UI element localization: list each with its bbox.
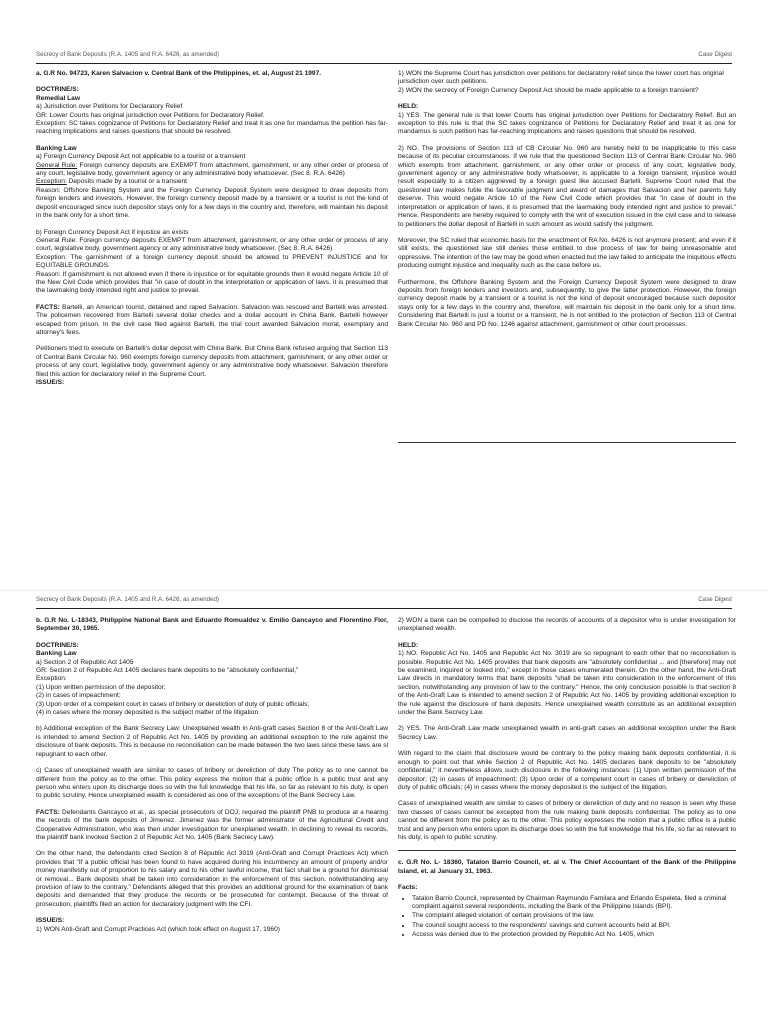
banking-b-line: General Rule: Foreign currency deposits EXEMPT from attachment, garnishment, or any other order or process of any court, legislative body, government agency or any administrative body whatsoever. (Sec 8. R.A. 6426): [36, 236, 388, 253]
section-divider: [398, 442, 736, 443]
left-column: [36, 617, 388, 934]
header-left: Secrecy of Bank Deposits (R.A. 1405 and R.A. 6426, as amended): [36, 51, 219, 58]
banking-b-line: Exception: The garnishment of a foreign currency deposit should be allowed to PREVENT INJUSTICE and for EQUITABLE GROUNDS.: [36, 253, 388, 270]
doctrine-line: (4) in cases where the money deposited is the subject matter of the litigation.: [36, 709, 260, 717]
held-paragraph: With regard to the claim that disclosure would be contrary to the policy making bank deposits confidential, it is enough to point out that while Section 2 of Republic Act No. 1405 declares bank deposits to be "absolutely confidential," it nevertheless allows such disclosure in the following instances: (1) Upon written permission of the depositor; (2) in cases of impeachment; (3) Upon order of a competent court in cases of bribery or dereliction of duty of public officials; (4) in cases where the money deposited is the subject of the litigation.: [398, 750, 736, 791]
doctrine-paragraph-b: b) Additional exception of the Bank Secrecy Law: Unexplained wealth in Anti-graft cases Section 8 of the Anti-Graft Law is intended to amend Section 2 of Republic Act No. 1405 by providing an additional exception to the rule against the disclosure of bank deposits. This is because no reconciliation can be made between the two laws since these laws are sl repugnant to each other.: [36, 725, 388, 758]
banking-block-a: [36, 145, 388, 221]
facts-text: Bartelli, an American tourist, detained and raped Salvacion. Salvacion was rescued and Bartelli was arrested. The policemen recovered from Bartelli several dollar checks and a dollar account in China Bank. Bartelli however escaped from prison. In the civil case filed against Bartelli, the trial court awarded Salvacion moral, exemplary and attorney's fees.: [36, 303, 388, 336]
right-column: [398, 70, 736, 337]
section-divider: [398, 850, 736, 851]
list-item: • The complaint alleged violation of certain provisions of the law.: [412, 912, 736, 920]
remedial-line: GR: Lower Courts has original jurisdiction over Petitions for Declaratory Relief.: [36, 111, 265, 119]
page-2: [0, 590, 768, 1025]
issues-label: ISSUE/S:: [36, 379, 65, 386]
remedial-line: a) Jurisdiction over Petitions for Declaratory Relief: [36, 103, 183, 111]
doctrine-line: Exception:: [36, 675, 67, 683]
header-right: Case Digest: [698, 51, 732, 58]
issue-item: 2) WON the secrecy of Foreign Currency Deposit Act should be made applicable to a foreign transient?: [398, 86, 699, 94]
list-item: • The council sought access to the respondents' savings and current accounts held at BPI.: [412, 922, 736, 930]
remedial-label: Remedial Law: [36, 94, 80, 102]
facts-label: Facts:: [398, 884, 418, 892]
banking-b-line: Reason: If garnishment is not allowed even if there is injustice or for equitable grounds then it would negate Article 10 of the New Civil Code which provides that "in case of doubt in the interpretation or application of laws, it is presumed that the lawmaking body intended right and justice to prevail.: [36, 270, 388, 295]
held-paragraph: 2) NO. The provisions of Section 113 of CB Circular No. 960 are hereby held to be inapplicable to this case because of its peculiar circumstances. If we rule that the questioned Section 113 of Central Bank Circular No. 960 which exempts from attachment, garnishment, or any other order or process of any court, legislative body, government agency or any administrative body whatsoever, is applicable to a foreign transient, injustice would result especially to a citizen aggrieved by a foreign guest like accused Bartelli. Supreme Court ruled that the questioned law makes futile the favorable judgment and award of damages that Salvacion and her parents fully deserve. This would negate Article 10 of the New Civil Code which provides that "in case of doubt in the interpretation or application of laws, it is presumed that the lawmaking body intended right and justice to prevail." Hence, Respondents are hereby required to comply with the writ of execution issued in the civil case and to release to petitioners the dollar deposit of Bartelli in such amount as would satisfy the judgment.: [398, 144, 736, 228]
case-a-title: a. G.R No. 94723, Karen Salvacion v. Central Bank of the Philippines, et. al, August 21 1997.: [36, 70, 322, 77]
facts-paragraph-2: Petitioners tried to execute on Bartelli's dollar deposit with China Bank. But China Bank refused arguing that Section 113 of Central Bank Circular No. 960 exempts foreign currency deposits from attachment, garnishment, or any other order or process of any court, legislative body, government agency or any administrative body whatsoever. Salvacion therefore filed this action for declaratory relief in the Supreme Court.: [36, 345, 388, 378]
facts-text: Defendants Gancayco et al., as special prosecutors of DOJ, required the plaintiff PNB to produce at a hearing the records of the bank deposits of Jimenez. Jimenez was the former administrator of the Agricultural Credit and Cooperative Administration, who was then under investigation for unexplained wealth. In declining to reveal its records, the plaintiff bank invoked Section 2 of Republic Act No. 1405 (Bank Secrecy Law).: [36, 808, 388, 841]
banking-label: Banking Law: [36, 650, 77, 658]
page-header: [36, 51, 732, 64]
doctrine-line: GR: Section 2 of Republic Act 1405 declares bank deposits to be "absolutely confidential,": [36, 667, 299, 675]
held-paragraph: 2) YES. The Anti-Graft Law made unexplained wealth in anti-graft cases an additional exception under the Bank Secrecy Law.: [398, 725, 736, 741]
doctrines-block: [36, 642, 388, 718]
held-paragraph: 1) YES. The general rule is that lower Courts has original jurisdiction over Petitions for Declaratory Relief. But an exception to this rule is that the SC takes cognizance of Petitions for Declaratory Relief and treat it as one for mandamus is such petition has far-reaching implications and raises questions that should be resolved.: [398, 111, 736, 136]
doctrines-label: DOCTRINE/S:: [36, 641, 79, 649]
case-b-title: b. G.R No. L-18343, Philippine National Bank and Eduardo Romualdez v. Emilio Gancayco and Florentino Flor, September 30, 1965.: [36, 617, 388, 633]
held-label: HELD:: [398, 641, 419, 649]
exception-text: Deposits made by a tourist or a transient: [66, 178, 188, 186]
banking-label: Banking Law: [36, 144, 77, 152]
list-item: • Tatalon Barrio Council, represented by Chairman Raymundo Familara and Erlando Espeleta, filed a criminal complaint against several respondents, including the Bank of the Philippine Islands (BPI).: [412, 895, 736, 912]
held-paragraph: Cases of unexplained wealth are similar to cases of bribery or dereliction of duty and no reason is seen why these two classes of cases cannot be excepted from the rule making bank deposits confidential. The policy as to one cannot be different from the policy as to the other. This policy expresses the notion that a public office is a public trust and any person who enters upon its discharge does so with the full knowledge that his life, so far as relevant to his duty, is open to public scrutiny.: [398, 800, 736, 841]
facts-paragraph: [36, 304, 388, 338]
facts-label: FACTS:: [36, 808, 60, 816]
doctrine-line: (2) in cases of impeachment;: [36, 692, 121, 700]
doctrine-line: (1) Upon written permission of the depositor;: [36, 683, 166, 691]
held-paragraph: 1) NO. Republic Act No. 1405 and Republic Act No. 3019 are so repugnant to each other that no reconciliation is possible. Republic Act No. 1405 provides that bank deposits are "absolutely confidential ... and [therefore] may not be examined, inquired or looked into," except in those cases enumerated therein. On the other hand, the Anti-Graft Law directs in mandatory terms that bank deposits "shall be taken into consideration in the enforcement of this section, notwithstanding any provision of law to the contrary." Hence, the only conclusion possible is that section 8 of the Anti-Graft Law is intended to amend section 2 of Republic Act No. 1405 by providing additional exception to the rule against the disclosure of bank deposits. Hence unexplained wealth constitute as an additional exception under the Bank Secrecy Law.: [398, 650, 736, 717]
held-paragraph: Furthermore, the Offshore Banking System and the Foreign Currency Deposit System were designed to draw deposits from foreign lenders and investors and, subsequently, to give the latter protection. However, the foreign currency deposit made by a transient or a tourist is not the kind of deposit encouraged because such depositor stays only for a few days in the country and, therefore, will maintain his deposit in the bank only for a short time. Considering that Bartelli is just a tourist or a transient, he is not entitled to the protection of Section 113 of Central Bank Circular No. 960 and PD No. 1246 against attachment, garnishment or other court processes.: [398, 278, 736, 328]
list-item: • Access was denied due to the protection provided by Republic Act No. 1405, which: [412, 931, 736, 939]
facts-paragraph: [36, 809, 388, 843]
banking-a-head: a) Foreign Currency Deposit Act not applicable to a tourist or a transient: [36, 153, 246, 161]
facts-paragraph-2: On the other hand, the defendants cited Section 8 of Republic Act 3019 (Anti-Graft and Corrupt Practices Act) which provides that "If a public official has been found to have acquired during his incumbency an amount of property and/or money manifestly out of proportion to his salary and to his other lawful income, that fact shall be a ground for dismissal or removal... Bank deposits shall be taken into consideration in the enforcement of this section, notwithstanding any provision of law to the contrary." Defendants alleged that this provides an additional ground for the examination of bank deposits and demanded that they produce the records or be prosecuted for contempt. Because of the threat of prosecution, plaintiffs filed an action for declaratory judgment with the CFI.: [36, 850, 388, 908]
facts-label: FACTS:: [36, 303, 60, 311]
left-column: [36, 70, 388, 387]
general-rule-label: General Rule:: [36, 161, 78, 169]
banking-b-line: b) Foreign Currency Deposit Act if injustice an exists: [36, 228, 189, 236]
doctrine-paragraph-c: c) Cases of unexplained wealth are similar to cases of bribery or dereliction of duty The policy as to one cannot be different from the policy as to the other. This policy express the motion that a public office is a public trust and any person who enters upon its discharge does so with the full knowledge that his life, so far as relevant to his duty, is open to public scrutiny. Hence unexplained wealth is considered as one of the exceptions of the Bank Secrecy Law.: [36, 767, 388, 800]
remedial-line: Exception: SC takes cognizance of Petitions for Declaratory Relief and treat it as one for mandamus the petition has far-reaching implications and raises questions that should be resolved.: [36, 120, 388, 136]
doctrine-line: (3) Upon order of a competent court in cases of bribery or dereliction of duty of public officials;: [36, 700, 310, 708]
issue-item: 1) WON the Supreme Court has jurisdiction over petitions for declaratory relief since the lower court has original jurisdiction over such petitions.: [398, 70, 724, 86]
held-paragraph: Moreover, the SC ruled that economic basis for the enactment of RA No. 6426 is not anymore present; and even if it still exists, the questioned law still denies those entitled to due process of law for being unreasonable and oppressive. The intention of the law may be good when enacted but the law failed to anticipate the iniquitous effects producing outright injustice and inequality such as the case before us.: [398, 236, 736, 270]
doctrine-line: a) Section 2 of Republic Act 1405: [36, 658, 134, 666]
general-rule-text: Foreign currency deposits are EXEMPT from attachment, garnishment, or any other order or process of any court, legislative body, government agency or any administrative body whatsoever. (Sec 8. R.A. 6426): [36, 161, 388, 178]
reason-text: Reason: Offshore Banking System and the Foreign Currency Deposit System were designed to draw deposits from foreign lenders and investors. However, the foreign currency deposit made by a transient or a tourist is not the kind of deposit encouraged since such depositor stays only for a few days in the country and, therefore, will maintain his deposit in the bank only for a short time.: [36, 186, 388, 220]
issues-label: ISSUE/S:: [36, 917, 65, 925]
header-right: Case Digest: [698, 596, 732, 603]
facts-list: [398, 895, 736, 940]
banking-block-b: [36, 229, 388, 296]
case-c-title: c. G.R No. L- 18360, Tatalon Barrio Council, et. al v. The Chief Accountant of the Bank of the Philippine Island, et. al January 31, 1963.: [398, 859, 736, 875]
doctrines-label: DOCTRINE/S:: [36, 86, 79, 94]
issue-item: 1) WON Anti-Graft and Corrupt Practices Act (which took effect on August 17, 1960): [36, 925, 280, 933]
issue-item: 2) WON a bank can be compelled to disclose the records of accounts of a depositor who is under investigation for unexplained wealth.: [398, 617, 736, 633]
exception-label: Exception:: [36, 178, 67, 186]
page-header: [36, 596, 732, 609]
held-label: HELD:: [398, 103, 419, 111]
issues-block: [398, 70, 736, 95]
header-left: Secrecy of Bank Deposits (R.A. 1405 and R.A. 6426, as amended): [36, 596, 219, 603]
right-column: [398, 617, 736, 941]
doctrines-block: [36, 86, 388, 136]
